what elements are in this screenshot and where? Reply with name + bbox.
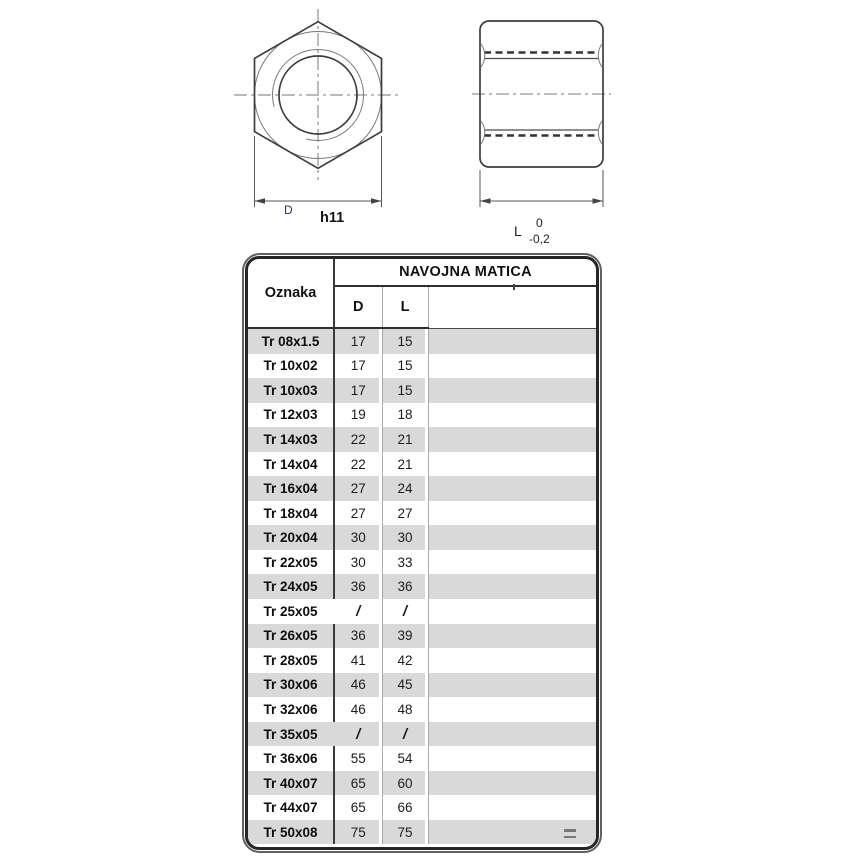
table-body [248, 328, 596, 844]
arrowhead [593, 198, 604, 204]
designation-cell: Tr 50x08 [263, 824, 318, 840]
table-row [248, 525, 596, 550]
designation-column-header: Oznaka [248, 259, 334, 328]
designation-cell: Tr 14x03 [263, 431, 318, 447]
table-row [248, 476, 596, 501]
d-value-cell: 17 [334, 354, 382, 379]
designation-cell: Tr 10x03 [263, 382, 318, 398]
d-value-cell: 22 [334, 452, 382, 477]
empty-cell [428, 624, 596, 649]
table-row [248, 722, 596, 747]
l-value-cell: / [382, 722, 428, 747]
l-value-cell: 15 [382, 328, 428, 354]
hex-nut-side-view [472, 21, 611, 246]
designation-cell: Tr 10x02 [263, 358, 318, 374]
l-value-cell: 42 [382, 648, 428, 673]
designation-cell: Tr 32x06 [263, 701, 318, 717]
empty-cell [428, 328, 596, 354]
table-row [248, 328, 596, 354]
empty-cell [428, 722, 596, 747]
designation-cell: Tr 26x05 [263, 628, 318, 644]
l-value-cell: 21 [382, 427, 428, 452]
table-row [248, 550, 596, 575]
dim-label-h11: h11 [320, 210, 345, 226]
arrowhead [480, 198, 491, 204]
table-row [248, 746, 596, 771]
table-row [248, 403, 596, 428]
hex-nut-front-view [234, 9, 402, 226]
d-value-cell: 30 [334, 525, 382, 550]
l-value-cell: / [382, 599, 428, 624]
d-value-cell: 17 [334, 328, 382, 354]
table-row [248, 427, 596, 452]
arrowhead [371, 198, 382, 204]
designation-cell: Tr 44x07 [263, 800, 318, 816]
designation-cell: Tr 24x05 [263, 579, 318, 595]
empty-cell [428, 648, 596, 673]
d-value-cell: 36 [334, 574, 382, 599]
d-value-cell: / [334, 722, 382, 747]
empty-cell [428, 550, 596, 575]
table-row [248, 771, 596, 796]
spec-table [248, 259, 596, 844]
l-value-cell: 18 [382, 403, 428, 428]
table-row [248, 648, 596, 673]
spec-table-frame [242, 253, 602, 853]
designation-cell: Tr 28x05 [263, 652, 318, 668]
spec-table-frame-inner [245, 256, 599, 850]
l-value-cell: 33 [382, 550, 428, 575]
d-value-cell: 30 [334, 550, 382, 575]
empty-cell [428, 746, 596, 771]
l-value-cell: 27 [382, 501, 428, 526]
d-value-cell: 55 [334, 746, 382, 771]
table-row [248, 501, 596, 526]
empty-cell [428, 403, 596, 428]
l-value-cell: 48 [382, 697, 428, 722]
empty-cell [428, 771, 596, 796]
empty-cell [428, 795, 596, 820]
table-row [248, 697, 596, 722]
empty-cell [428, 525, 596, 550]
empty-cell [428, 476, 596, 501]
d-value-cell: 65 [334, 771, 382, 796]
designation-cell: Tr 14x04 [263, 456, 318, 472]
l-value-cell: 66 [382, 795, 428, 820]
table-row [248, 624, 596, 649]
l-value-cell: 75 [382, 820, 428, 845]
column-header-l: L [382, 286, 428, 328]
l-value-cell: 15 [382, 354, 428, 379]
l-value-cell: 30 [382, 525, 428, 550]
table-row [248, 452, 596, 477]
d-value-cell: 27 [334, 501, 382, 526]
tick-mark [513, 284, 515, 290]
table-row [248, 599, 596, 624]
empty-cell [428, 697, 596, 722]
table-row [248, 820, 596, 845]
column-header-d: D [334, 286, 382, 328]
l-value-cell: 15 [382, 378, 428, 403]
d-value-cell: 41 [334, 648, 382, 673]
arrowhead [255, 198, 266, 204]
designation-cell: Tr 22x05 [263, 554, 318, 570]
designation-cell: Tr 16x04 [263, 481, 318, 497]
d-value-cell: 19 [334, 403, 382, 428]
designation-cell: Tr 12x03 [263, 407, 318, 423]
designation-cell: Tr 20x04 [263, 530, 318, 546]
d-value-cell: 17 [334, 378, 382, 403]
dim-label-l: L [514, 223, 522, 239]
d-value-cell: 46 [334, 673, 382, 698]
chamfer-arc [481, 121, 485, 144]
equals-mark [564, 825, 576, 838]
d-value-cell: 22 [334, 427, 382, 452]
l-value-cell: 24 [382, 476, 428, 501]
d-value-cell: 65 [334, 795, 382, 820]
d-value-cell: / [334, 599, 382, 624]
d-value-cell: 75 [334, 820, 382, 845]
chamfer-arc [598, 121, 602, 144]
table-row [248, 673, 596, 698]
empty-cell [428, 501, 596, 526]
designation-cell: Tr 25x05 [263, 603, 318, 619]
tolerance-lower: -0,2 [529, 232, 550, 246]
chamfer-arc [598, 44, 602, 67]
empty-cell [428, 574, 596, 599]
designation-cell: Tr 08x1.5 [261, 333, 320, 349]
designation-cell: Tr 36x06 [263, 751, 318, 767]
empty-cell [428, 599, 596, 624]
tolerance-upper: 0 [536, 216, 543, 230]
technical-drawing [0, 0, 860, 250]
empty-cell [428, 673, 596, 698]
column-header-empty [428, 286, 596, 328]
designation-cell: Tr 35x05 [263, 726, 318, 742]
table-title: NAVOJNA MATICA [334, 259, 596, 286]
empty-cell [428, 354, 596, 379]
table-row [248, 795, 596, 820]
d-value-cell: 27 [334, 476, 382, 501]
l-value-cell: 60 [382, 771, 428, 796]
l-value-cell: 54 [382, 746, 428, 771]
empty-cell [428, 452, 596, 477]
empty-cell [428, 378, 596, 403]
empty-cell [428, 427, 596, 452]
dim-label-d: D [284, 203, 293, 217]
chamfer-arc [481, 44, 485, 67]
table-row [248, 354, 596, 379]
l-value-cell: 21 [382, 452, 428, 477]
l-value-cell: 45 [382, 673, 428, 698]
l-value-cell: 36 [382, 574, 428, 599]
designation-cell: Tr 30x06 [263, 677, 318, 693]
designation-cell: Tr 40x07 [263, 775, 318, 791]
designation-cell: Tr 18x04 [263, 505, 318, 521]
table-row [248, 574, 596, 599]
d-value-cell: 36 [334, 624, 382, 649]
table-row [248, 378, 596, 403]
d-value-cell: 46 [334, 697, 382, 722]
l-value-cell: 39 [382, 624, 428, 649]
